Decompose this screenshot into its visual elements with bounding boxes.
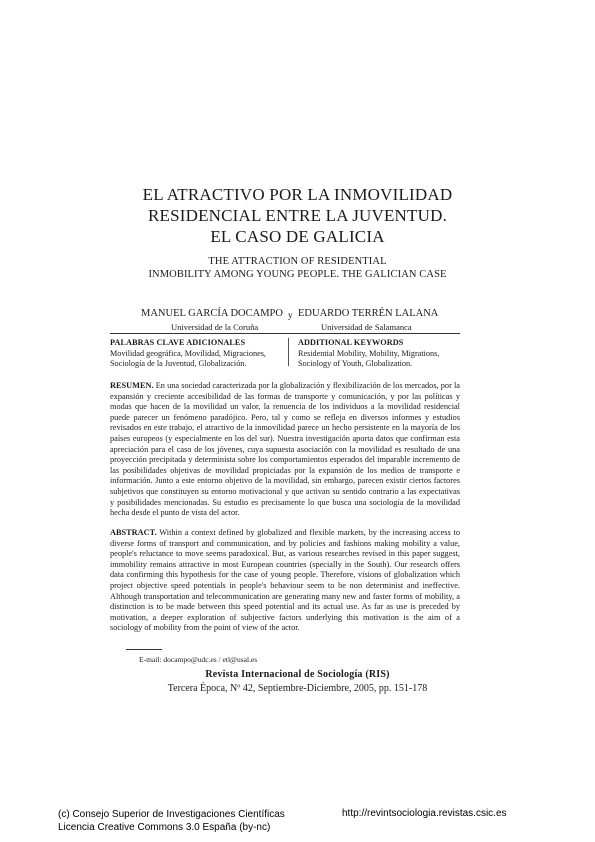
article-title-spanish [0, 184, 595, 247]
author-connector: y [288, 310, 293, 320]
keywords-en-list [298, 349, 439, 369]
keywords-en-line: Sociology of Youth, Globalization. [298, 359, 413, 368]
keywords-es-heading: PALABRAS CLAVE ADICIONALES [110, 338, 246, 347]
resumen-text: En una sociedad caracterizada por la globalización y flexibilización de los mercados, por la expansión y creciente accesibilidad de las formas de transporte y comunicación, y por las políticas y modas que hacen de la movilidad un valor, la renuencia de los individuos a la movilidad residencial puede parecer un fenómeno paradójico. Pero, tal y como se refleja en diversos informes y estudios revisados en este trabajo, el atractivo de la inmovilidad parece un hecho persistente en la mayoría de los países europeos (y especialmente en los del sur). Nuestra investigación aporta datos que confirman esta apreciación para el caso de los jóvenes, cuya supuesta asociación con la movilidad es resultado de una proyección precipitada y determinista sobre los comportamientos esperados del imparable incremento de las posibilidades objetivas de movilidad propiciadas por la expansión de los medios de transporte e información. Junto a este entorno objetivo de la movilidad, sin embargo, parecen existir ciertos factores subjetivos que constituyen su entorno motivacional y que activan su sentido contrario a las expectativas y posibilidades mencionadas. Su estudio es precisamente lo que busca una sociología de la movilidad hecha desde el punto de vista del actor. [110, 381, 460, 518]
title-es-line: EL ATRACTIVO POR LA INMOVILIDAD [142, 185, 453, 204]
resumen-label: RESUMEN. [110, 381, 154, 390]
footer-url[interactable]: http://revintsociologia.revistas.csic.es [342, 808, 507, 819]
author-name: EDUARDO TERRÉN LALANA [298, 308, 439, 319]
keywords-es-line: Movilidad geográfica, Movilidad, Migraciones, [110, 349, 266, 358]
title-es-line: RESIDENCIAL ENTRE LA JUVENTUD. [147, 206, 448, 225]
title-es-line: EL CASO DE GALICIA [210, 227, 385, 246]
keywords-en-line: Residential Mobility, Mobility, Migrations, [298, 349, 440, 358]
author-email: E-mail: docampo@udc.es / etl@usal.es [139, 655, 258, 664]
author-affiliation: Universidad de Salamanca [321, 322, 412, 332]
footnote-rule [126, 649, 162, 650]
footer-copyright [58, 808, 285, 834]
article-title-english [0, 255, 595, 281]
author-affiliation: Universidad de la Coruña [171, 322, 259, 332]
license-line: Licencia Creative Commons 3.0 España (by-nc) [58, 822, 271, 833]
journal-name: Revista Internacional de Sociología (RIS) [205, 669, 390, 680]
keywords-column-divider [288, 338, 289, 366]
resumen-paragraph [110, 381, 460, 519]
keywords-en-heading: ADDITIONAL KEYWORDS [298, 338, 404, 347]
copyright-line: (c) Consejo Superior de Investigaciones Científicas [58, 809, 285, 820]
abstract-paragraph [110, 528, 460, 634]
author-name: MANUEL GARCÍA DOCAMPO [141, 308, 283, 319]
keywords-es-line: Sociología de la Juventud, Globalización. [110, 359, 247, 368]
header-divider [110, 333, 460, 334]
abstract-label: ABSTRACT. [110, 528, 157, 537]
journal-issue: Tercera Época, Nº 42, Septiembre-Diciembre, 2005, pp. 151-178 [167, 683, 428, 694]
title-en-line: THE ATTRACTION OF RESIDENTIAL [208, 256, 387, 267]
title-en-line: INMOBILITY AMONG YOUNG PEOPLE. THE GALICIAN CASE [148, 269, 447, 280]
keywords-es-list [110, 349, 266, 369]
abstract-text: Within a context defined by globalized and flexible markets, by the increasing access to diverse forms of transport and communication, and by policies and fashions making mobility a value, people's reluctance to move seems paradoxical. But, as various researches revised in this paper suggest, immobility remains attractive in most European countries (specially in the South). Our research offers data confirming this hypothesis for the case of young people. Therefore, visions of globalization which project objective speed potentials in people's behaviour seem to be non determinist and ineffective. Although transportation and telecommunication are generating many new and faster forms of mobility, a distinction is to be made between this speed potential and its actual use. As far as use is preceded by motivation, a deeper exploration of subjective factors underlying this motivation is the aim of a sociology of mobility from the point of view of the actor. [110, 528, 460, 633]
